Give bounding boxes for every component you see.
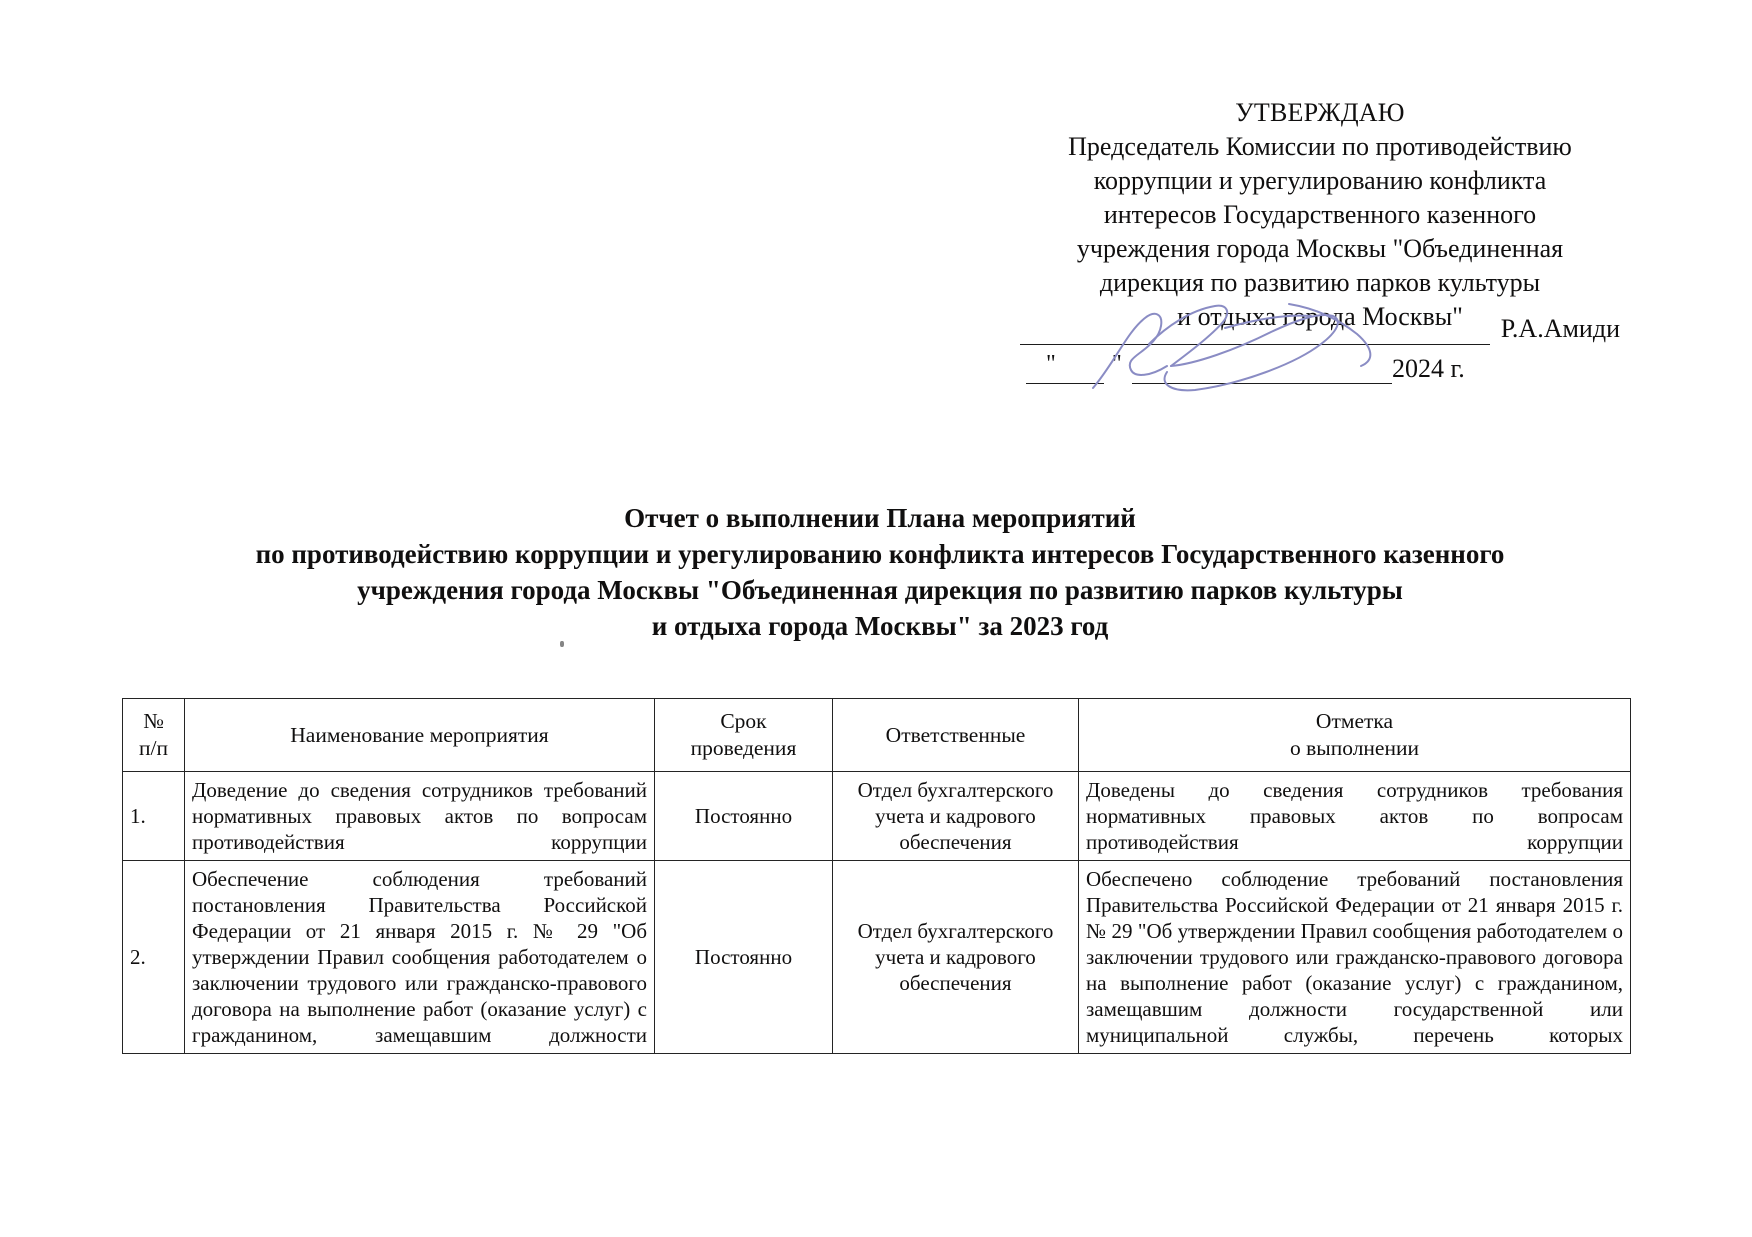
date-year: 2024 г. xyxy=(1392,354,1465,383)
column-header-measure xyxy=(185,699,655,772)
date-row xyxy=(1020,352,1620,398)
title-line-3: учреждения города Москвы "Объединенная дирекция по развитию парков культуры xyxy=(357,575,1403,605)
report-table-wrapper xyxy=(122,698,1630,1054)
approval-line-4: учреждения города Москвы "Объединенная xyxy=(1076,234,1564,263)
row-mark: Обеспечено соблюдение требований постановления Правительства Российской Федерации от 21 января 2015 г. № 29 "Об утверждении Правил сообщения работодателем о заключении трудового или гражданско-правового договора на выполнение работ (оказание услуг) с гражданином, замещавшим должности государственной или муниципальной службы, перечень которых xyxy=(1079,861,1631,1054)
approval-line-3: интересов Государственного казенного xyxy=(1103,200,1537,229)
column-header-responsible xyxy=(833,699,1079,772)
row-responsible: Отдел бухгалтерского учета и кадрового обеспечения xyxy=(833,772,1079,861)
column-header-term-line1: Срок xyxy=(720,709,767,733)
row-term: Постоянно xyxy=(655,861,833,1054)
date-day-rule xyxy=(1026,383,1104,384)
approval-heading: УТВЕРЖДАЮ xyxy=(1235,98,1405,127)
column-header-term xyxy=(655,699,833,772)
column-header-measure-line1: Наименование мероприятия xyxy=(290,722,549,747)
signature-row xyxy=(1020,305,1620,355)
row-term: Постоянно xyxy=(655,772,833,861)
row-measure-name: Доведение до сведения сотрудников требований нормативных правовых актов по вопросам противодействия коррупции xyxy=(185,772,655,861)
column-header-mark xyxy=(1079,699,1631,772)
column-header-mark-line2: о выполнении xyxy=(1290,736,1419,760)
column-header-responsible-line1: Ответственные xyxy=(885,722,1026,747)
row-measure-name: Обеспечение соблюдения требований постановления Правительства Российской Федерации от 21 января 2015 г. № 29 "Об утверждении Правил сообщения работодателем о заключении трудового или гражданско-правового договора на выполнение работ (оказание услуг) с гражданином, замещавшим должности xyxy=(185,861,655,1054)
date-quote-close: " xyxy=(1112,351,1122,377)
column-header-number-line2: п/п xyxy=(139,736,168,760)
table-header-row xyxy=(123,699,1631,772)
date-quote-open: " xyxy=(1046,351,1056,377)
signature-rule xyxy=(1020,344,1490,345)
column-header-number xyxy=(123,699,185,772)
report-table xyxy=(122,698,1631,1054)
page-title xyxy=(120,500,1640,644)
approval-line-1: Председатель Комиссии по противодействию xyxy=(1068,132,1572,161)
title-line-2: по противодействию коррупции и урегулированию конфликта интересов Государственного казенного xyxy=(255,539,1505,569)
table-row xyxy=(123,861,1631,1054)
row-number: 2. xyxy=(123,861,185,1054)
approval-line-2: коррупции и урегулированию конфликта xyxy=(1093,166,1547,195)
approval-line-5: дирекция по развитию парков культуры xyxy=(1099,268,1541,297)
approval-line-6: и отдыха города Москвы" xyxy=(1177,302,1463,331)
signatory-name: Р.А.Амиди xyxy=(1500,314,1620,343)
row-responsible: Отдел бухгалтерского учета и кадрового обеспечения xyxy=(833,861,1079,1054)
column-header-term-line2: проведения xyxy=(690,736,797,760)
column-header-mark-line1: Отметка xyxy=(1315,709,1394,733)
scan-artifact xyxy=(560,641,564,647)
row-number: 1. xyxy=(123,772,185,861)
title-line-4: и отдыха города Москвы" за 2023 год xyxy=(651,611,1109,641)
column-header-number-line1: № xyxy=(143,709,164,733)
row-mark: Доведены до сведения сотрудников требования нормативных правовых актов по вопросам противодействия коррупции xyxy=(1079,772,1631,861)
table-row xyxy=(123,772,1631,861)
approval-block xyxy=(1020,96,1620,334)
title-line-1: Отчет о выполнении Плана мероприятий xyxy=(624,503,1136,533)
date-month-rule xyxy=(1132,383,1392,384)
